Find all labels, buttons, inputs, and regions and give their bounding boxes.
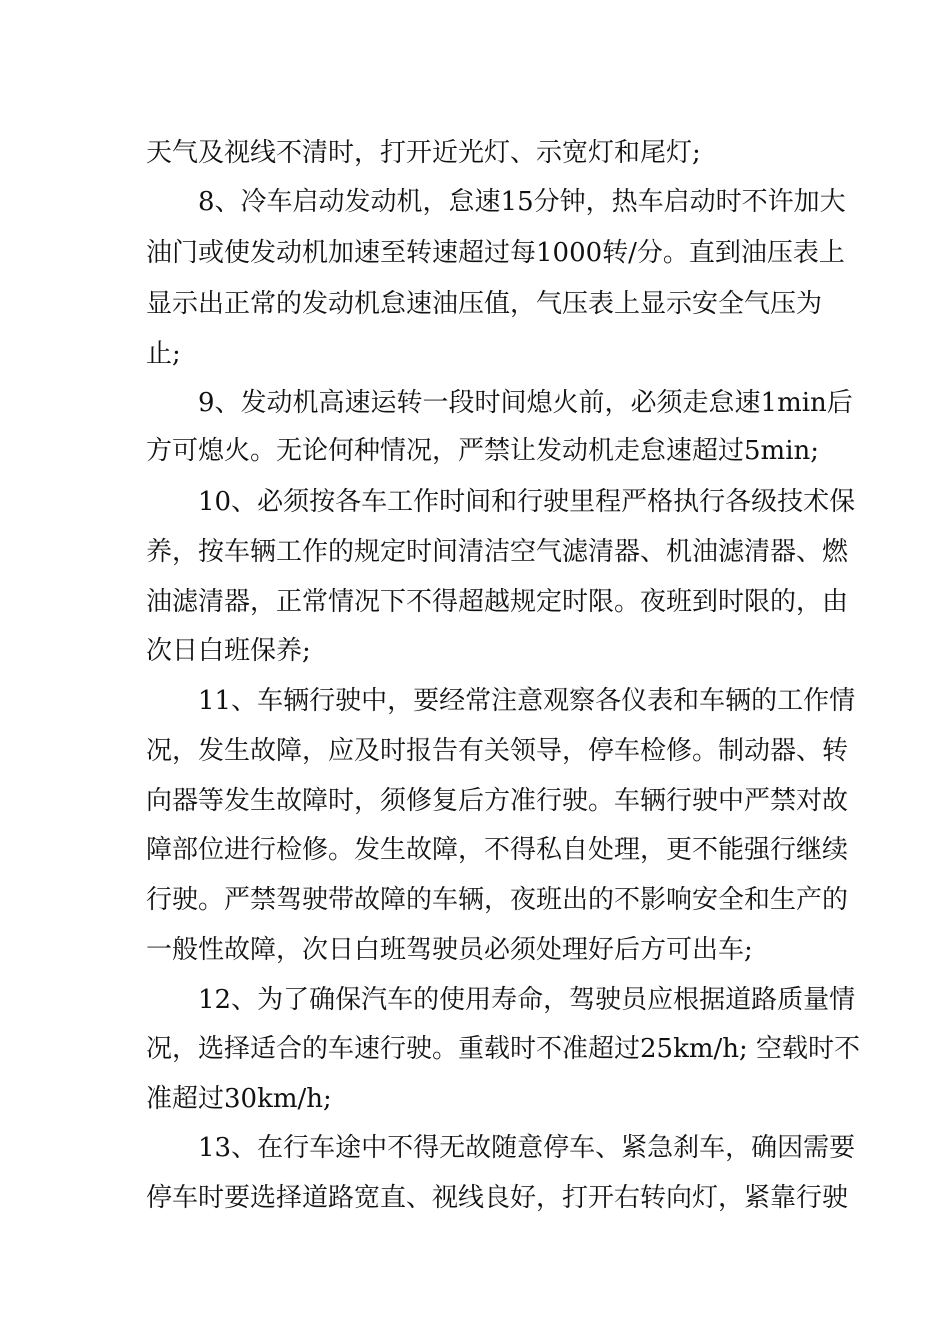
text-line: 次日白班保养; xyxy=(146,636,311,666)
text-line: 油门或使发动机加速至转速超过每1000转/分。直到油压表上 xyxy=(146,238,845,268)
text-line: 向器等发生故障时，须修复后方准行驶。车辆行驶中严禁对故 xyxy=(146,786,849,816)
text-line: 显示出正常的发动机怠速油压值，气压表上显示安全气压为 xyxy=(146,289,823,319)
text-line: 13、在行车途中不得无故随意停车、紧急刹车，确因需要 xyxy=(198,1133,856,1163)
text-line: 方可熄火。无论何种情况，严禁让发动机走怠速超过5min; xyxy=(146,436,820,466)
text-line: 10、必须按各车工作时间和行驶里程严格执行各级技术保 xyxy=(198,487,856,517)
text-line: 油滤清器，正常情况下不得超越规定时限。夜班到时限的，由 xyxy=(146,587,849,617)
text-line: 止; xyxy=(146,339,181,369)
text-line: 9、发动机高速运转一段时间熄火前，必须走怠速1min后 xyxy=(198,388,853,418)
text-line: 12、为了确保汽车的使用寿命，驾驶员应根据道路质量情 xyxy=(198,985,856,1015)
text-line: 障部位进行检修。发生故障，不得私自处理，更不能强行继续 xyxy=(146,835,849,865)
text-line: 况，发生故障，应及时报告有关领导，停车检修。制动器、转 xyxy=(146,736,849,766)
text-line: 一般性故障，次日白班驾驶员必须处理好后方可出车; xyxy=(146,935,753,965)
text-line: 养，按车辆工作的规定时间清洁空气滤清器、机油滤清器、燃 xyxy=(146,537,849,567)
text-line: 行驶。严禁驾驶带故障的车辆，夜班出的不影响安全和生产的 xyxy=(146,885,849,915)
text-line: 天气及视线不清时，打开近光灯、示宽灯和尾灯; xyxy=(146,138,701,168)
text-line: 准超过30km/h; xyxy=(146,1084,332,1114)
text-line: 11、车辆行驶中，要经常注意观察各仪表和车辆的工作情 xyxy=(198,686,856,716)
text-line: 停车时要选择道路宽直、视线良好，打开右转向灯，紧靠行驶 xyxy=(146,1183,849,1213)
text-line: 8、冷车启动发动机，怠速15分钟，热车启动时不许加大 xyxy=(198,187,846,217)
text-line: 况，选择适合的车速行驶。重载时不准超过25km/h; 空载时不 xyxy=(146,1034,861,1064)
